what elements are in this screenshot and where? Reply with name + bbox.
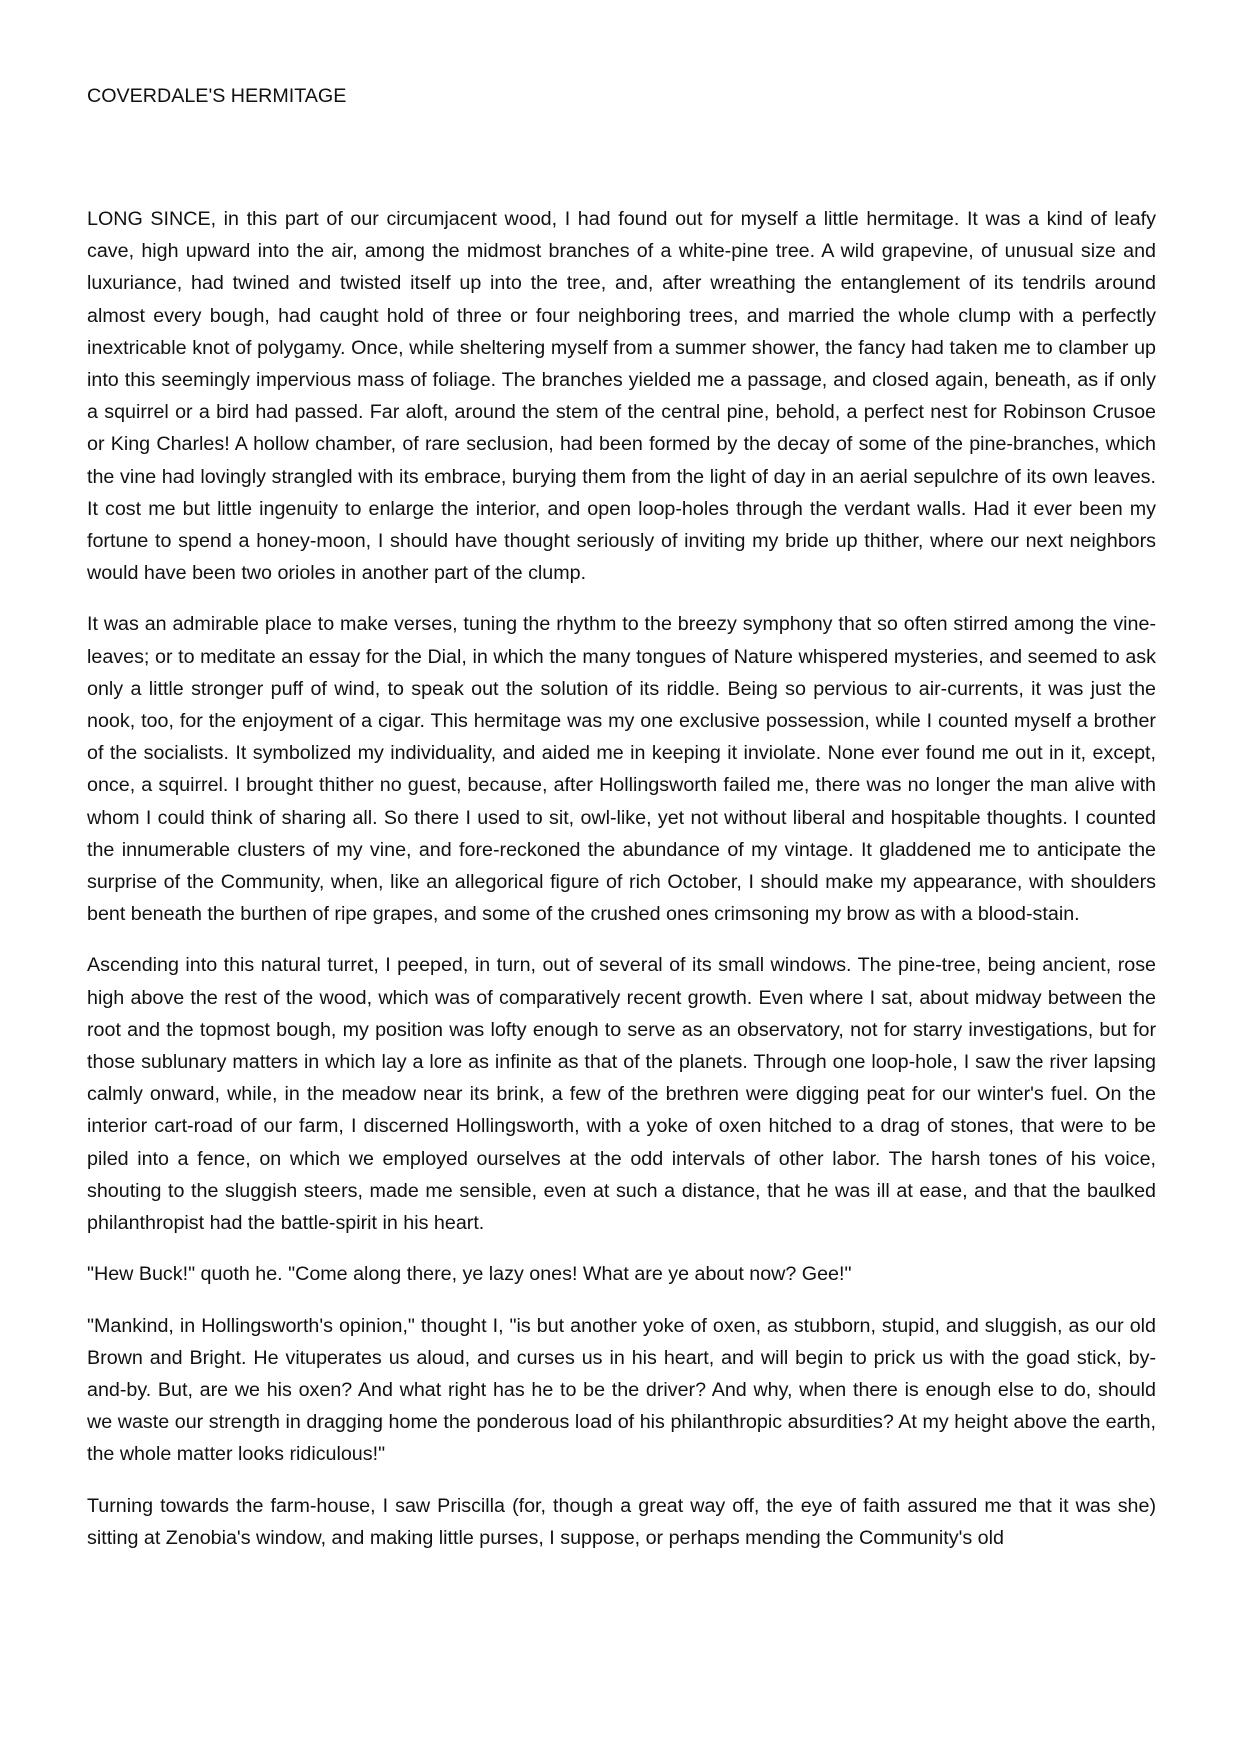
paragraph: "Mankind, in Hollingsworth's opinion," thought I, "is but another yoke of oxen, as stubborn, stupid, and sluggish, as our old Brown and Bright. He vituperates us aloud, and curses us in his heart, and will begin to prick us with the goad stick, by-and-by. But, are we his oxen? And what right has he to be the driver? And why, when there is enough else to do, should we waste our strength in dragging home the ponderous load of his philanthropic absurdities? At my height above the earth, the whole matter looks ridiculous!" (87, 1314, 1156, 1466)
paragraph: It was an admirable place to make verses, tuning the rhythm to the breezy symphony that so often stirred among the vine-leaves; or to meditate an essay for the Dial, in which the many tongues of Nature whispered mysteries, and seemed to ask only a little stronger puff of wind, to speak out the solution of its riddle. Being so pervious to air-currents, it was just the nook, too, for the enjoyment of a cigar. This hermitage was my one exclusive possession, while I counted myself a brother of the socialists. It symbolized my individuality, and aided me in keeping it inviolate. None ever found me out in it, except, once, a squirrel. I brought thither no guest, because, after Hollingsworth failed me, there was no longer the man alive with whom I could think of sharing all. So there I used to sit, owl-like, yet not without liberal and hospitable thoughts. I counted the innumerable clusters of my vine, and fore-reckoned the abundance of my vintage. It gladdened me to anticipate the surprise of the Community, when, like an allegorical figure of rich October, I should make my appearance, with shoulders bent beneath the burthen of ripe grapes, and some of the crushed ones crimsoning my brow as with a blood-stain. (87, 613, 1156, 926)
document-page (87, 80, 1156, 1573)
document-body (87, 203, 1156, 1554)
paragraph: LONG SINCE, in this part of our circumjacent wood, I had found out for myself a little hermitage. It was a kind of leafy cave, high upward into the air, among the midmost branches of a white-pine tree. A wild grapevine, of unusual size and luxuriance, had twined and twisted itself up into the tree, and, after wreathing the entanglement of its tendrils around almost every bough, had caught hold of three or four neighboring trees, and married the whole clump with a perfectly inextricable knot of polygamy. Once, while sheltering myself from a summer shower, the fancy had taken me to clamber up into this seemingly impervious mass of foliage. The branches yielded me a passage, and closed again, beneath, as if only a squirrel or a bird had passed. Far aloft, around the stem of the central pine, behold, a perfect nest for Robinson Crusoe or King Charles! A hollow chamber, of rare seclusion, had been formed by the decay of some of the pine-branches, which the vine had lovingly strangled with its embrace, burying them from the light of day in an aerial sepulchre of its own leaves. It cost me but little ingenuity to enlarge the interior, and open loop-holes through the verdant walls. Had it ever been my fortune to spend a honey-moon, I should have thought seriously of inviting my bride up thither, where our next neighbors would have been two orioles in another part of the clump. (87, 208, 1156, 585)
paragraph: Turning towards the farm-house, I saw Priscilla (for, though a great way off, the eye of faith assured me that it was she) sitting at Zenobia's window, and making little purses, I suppose, or perhaps mending the Community's old (87, 1494, 1156, 1549)
paragraph: Ascending into this natural turret, I peeped, in turn, out of several of its small windows. The pine-tree, being ancient, rose high above the rest of the wood, which was of comparatively recent growth. Even where I sat, about midway between the root and the topmost bough, my position was lofty enough to serve as an observatory, not for starry investigations, but for those sublunary matters in which lay a lore as infinite as that of the planets. Through one loop-hole, I saw the river lapsing calmly onward, while, in the meadow near its brink, a few of the brethren were digging peat for our winter's fuel. On the interior cart-road of our farm, I discerned Hollingsworth, with a yoke of oxen hitched to a drag of stones, that were to be piled into a fence, on which we employed ourselves at the odd intervals of other labor. The harsh tones of his voice, shouting to the sluggish steers, made me sensible, even at such a distance, that he was ill at ease, and that the baulked philanthropist had the battle-spirit in his heart. (87, 954, 1156, 1235)
paragraph: "Hew Buck!" quoth he. "Come along there, ye lazy ones! What are ye about now? Gee!" (87, 1263, 852, 1286)
page-title: COVERDALE'S HERMITAGE (87, 85, 347, 107)
